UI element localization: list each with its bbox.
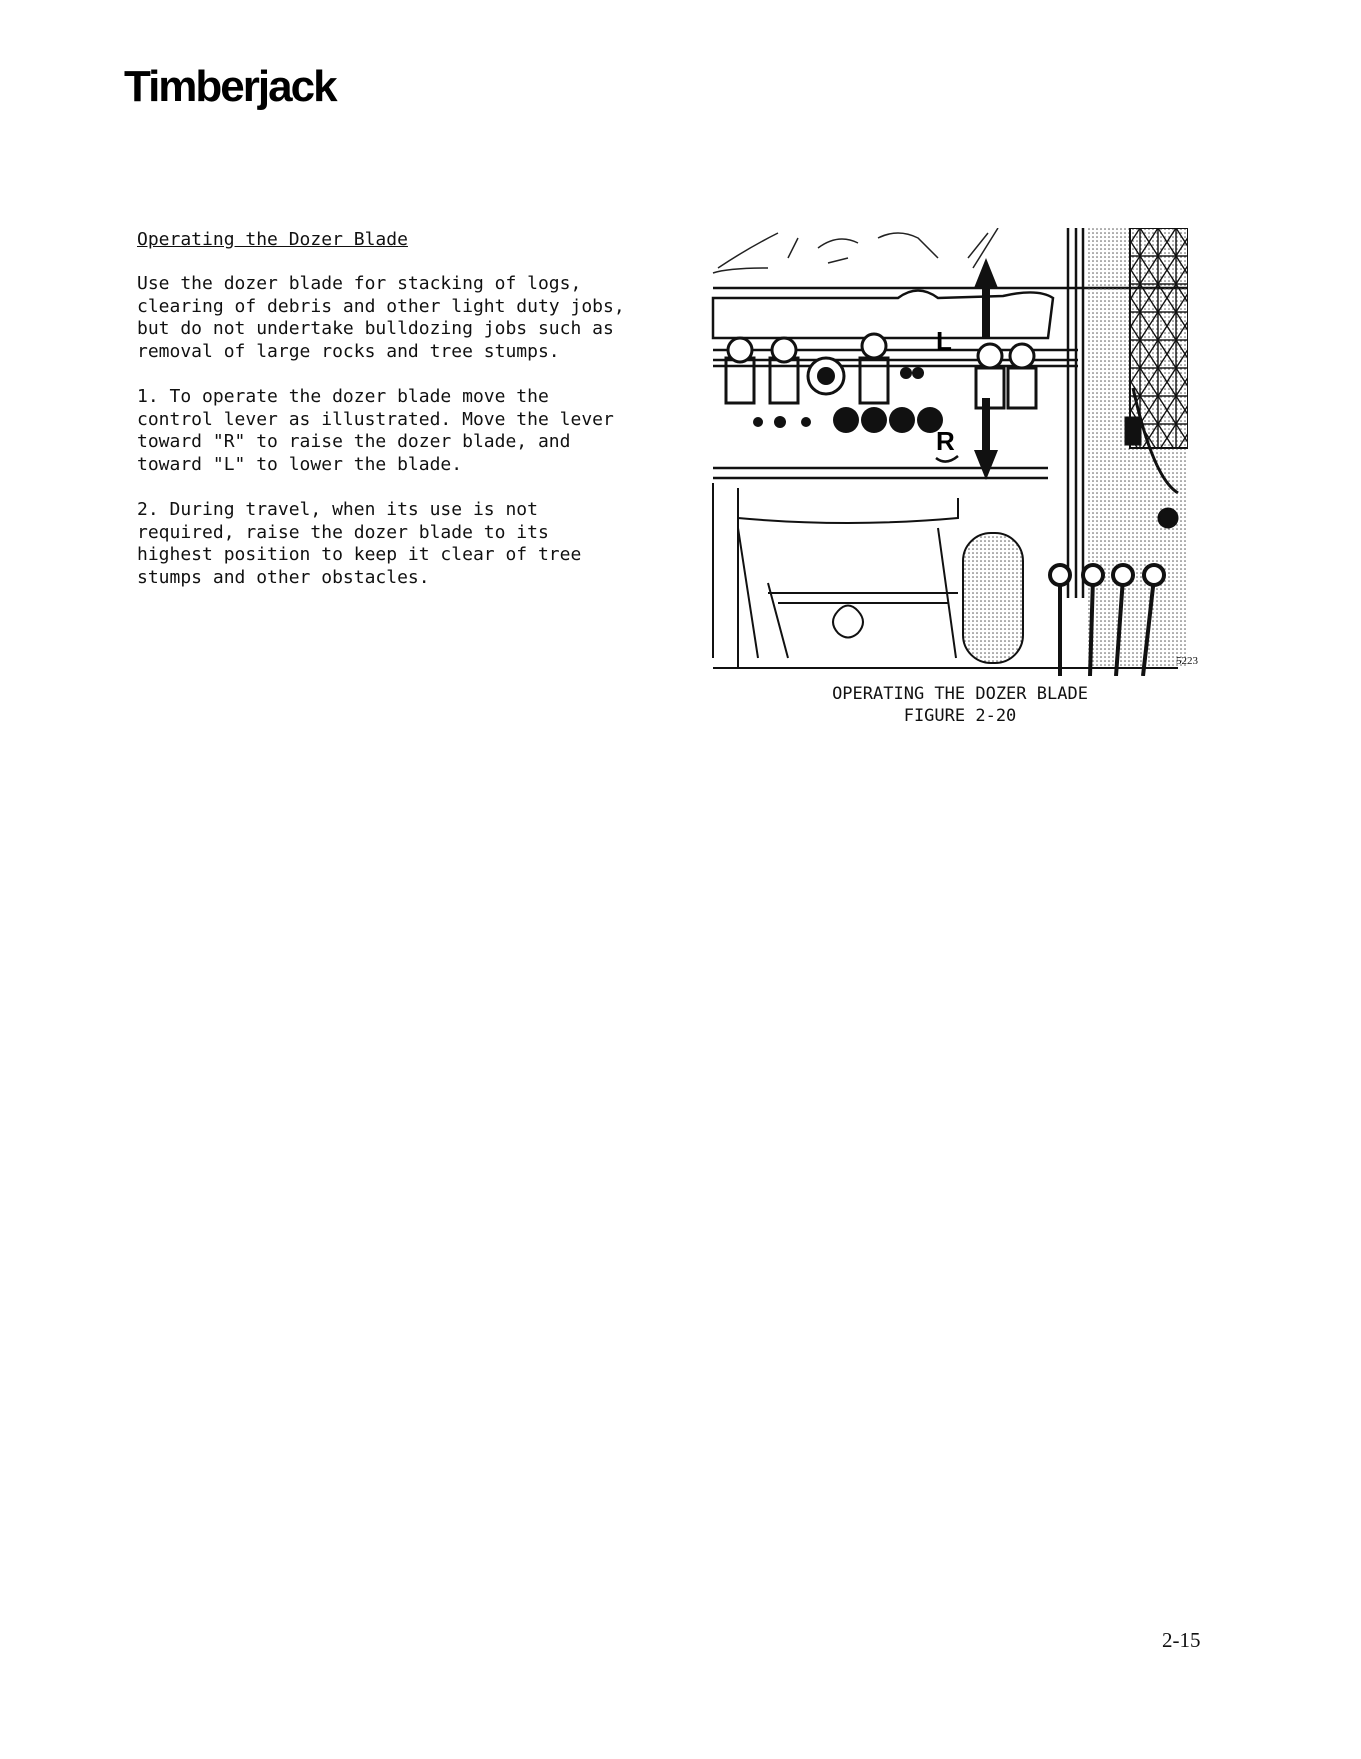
label-l: L [936, 326, 952, 356]
dozer-control-illustration [708, 228, 1188, 676]
floor-pedal [963, 533, 1023, 663]
label-r-underline [936, 456, 958, 462]
page-number: 2-15 [1162, 1628, 1201, 1652]
cab-window-sketch [713, 228, 998, 273]
figure-number: FIGURE 2-20 [903, 706, 1017, 726]
gauge-row [753, 407, 943, 433]
brand-logo: Timberjack [124, 62, 336, 111]
section-title: Operating the Dozer Blade [137, 229, 408, 250]
cab-floor-sketch [713, 483, 958, 668]
paragraph-intro: Use the dozer blade for stacking of logs, clearing of debris and other light duty jobs, but do not undertake bulldozing jobs such as removal of large rocks and tree stumps. [137, 273, 625, 362]
paragraph-step-1: 1. To operate the dozer blade move the control lever as illustrated. Move the lever toward "R" to raise the dozer blade, and toward "L" to lower the blade. [137, 386, 614, 475]
figure-caption: OPERATING THE DOZER BLADE [832, 684, 1088, 704]
label-r: R [936, 426, 955, 456]
figure-id: 5223 [1176, 655, 1198, 667]
left-control-levers [726, 334, 924, 403]
paragraph-step-2: 2. During travel, when its use is not required, raise the dozer blade to its highest position to keep it clear of tree stumps and other obstacles. [137, 499, 582, 588]
